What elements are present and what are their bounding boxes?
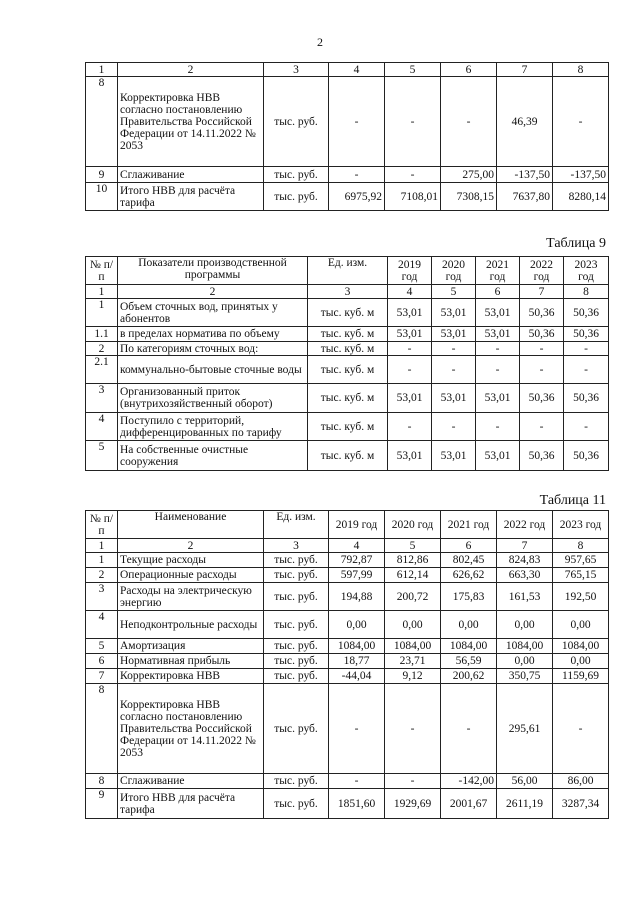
row-name: Итого НВВ для расчёта тарифа	[118, 789, 264, 819]
row-value: -	[385, 167, 441, 183]
table-row	[86, 684, 609, 774]
table-9-caption: Таблица 9	[546, 236, 606, 251]
row-value: 0,00	[553, 654, 609, 669]
row-value: -	[476, 342, 520, 356]
row-value: -	[388, 413, 432, 441]
row-unit: тыс. руб.	[264, 167, 329, 183]
index-cell: 6	[441, 63, 497, 77]
row-value: 663,30	[497, 568, 553, 583]
row-value: 812,86	[385, 553, 441, 568]
row-value: 0,00	[385, 611, 441, 639]
row-value: 53,01	[476, 327, 520, 342]
row-value: -	[476, 356, 520, 384]
row-unit: тыс. руб.	[264, 654, 329, 669]
header-unit: Ед. изм.	[308, 257, 388, 285]
table-11-index-row	[86, 539, 609, 553]
row-value: -	[329, 684, 385, 774]
row-value: 0,00	[553, 611, 609, 639]
row-value: 50,36	[520, 327, 564, 342]
row-value: 200,72	[385, 583, 441, 611]
row-value: 7637,80	[497, 183, 553, 211]
index-cell: 7	[497, 63, 553, 77]
row-name: Поступило с территорий, дифференцированных по тарифу	[118, 413, 308, 441]
row-number: 9	[86, 789, 118, 819]
row-value: 1084,00	[385, 639, 441, 654]
header-year: 2023 год	[564, 257, 609, 285]
table-row	[86, 611, 609, 639]
row-unit: тыс. руб.	[264, 611, 329, 639]
header-year: 2022 год	[497, 511, 553, 539]
row-value: 53,01	[432, 327, 476, 342]
row-unit: тыс. куб. м	[308, 384, 388, 413]
index-cell: 4	[388, 285, 432, 299]
row-value: 1851,60	[329, 789, 385, 819]
row-number: 1	[86, 553, 118, 568]
row-number: 5	[86, 441, 118, 471]
header-name: Показатели производственной программы	[118, 257, 308, 285]
row-value: 50,36	[564, 327, 609, 342]
row-number: 2.1	[86, 356, 118, 384]
row-value: 0,00	[329, 611, 385, 639]
row-value: -	[388, 342, 432, 356]
header-year: 2020 год	[432, 257, 476, 285]
row-value: 192,50	[553, 583, 609, 611]
row-unit: тыс. руб.	[264, 553, 329, 568]
row-name: Организованный приток (внутрихозяйственный оборот)	[118, 384, 308, 413]
row-value: 792,87	[329, 553, 385, 568]
row-value: 2611,19	[497, 789, 553, 819]
row-value: 9,12	[385, 669, 441, 684]
row-value: 53,01	[388, 327, 432, 342]
row-value: -	[329, 774, 385, 789]
row-value: 597,99	[329, 568, 385, 583]
row-name: Нормативная прибыль	[118, 654, 264, 669]
index-cell: 4	[329, 63, 385, 77]
row-number: 6	[86, 654, 118, 669]
row-value: 23,71	[385, 654, 441, 669]
row-unit: тыс. руб.	[264, 774, 329, 789]
index-cell: 2	[118, 63, 264, 77]
index-cell: 7	[520, 285, 564, 299]
header-unit: Ед. изм.	[264, 511, 329, 539]
header-year: 2021 год	[441, 511, 497, 539]
row-value: 161,53	[497, 583, 553, 611]
table-row	[86, 774, 609, 789]
index-cell: 8	[564, 285, 609, 299]
row-value: -	[553, 684, 609, 774]
row-value: 1084,00	[497, 639, 553, 654]
row-value: 53,01	[476, 384, 520, 413]
table-continuation	[85, 62, 609, 211]
header-year: 2022 год	[520, 257, 564, 285]
row-value: 50,36	[520, 441, 564, 471]
row-value: 56,00	[497, 774, 553, 789]
header-num: № п/п	[86, 257, 118, 285]
row-number: 10	[86, 183, 118, 211]
row-value: -	[441, 77, 497, 167]
row-number: 4	[86, 611, 118, 639]
table-row	[86, 299, 609, 327]
row-value: 194,88	[329, 583, 385, 611]
row-number: 8	[86, 77, 118, 167]
index-cell: 8	[553, 539, 609, 553]
row-value: 50,36	[520, 384, 564, 413]
row-value: 295,61	[497, 684, 553, 774]
table-row	[86, 77, 609, 167]
row-unit: тыс. руб.	[264, 583, 329, 611]
table-row	[86, 384, 609, 413]
row-value: 46,39	[497, 77, 553, 167]
row-value: -	[564, 342, 609, 356]
row-number: 8	[86, 684, 118, 774]
index-cell: 5	[432, 285, 476, 299]
table-row	[86, 413, 609, 441]
row-value: 175,83	[441, 583, 497, 611]
row-name: коммунально-бытовые сточные воды	[118, 356, 308, 384]
row-value: 824,83	[497, 553, 553, 568]
row-value: 86,00	[553, 774, 609, 789]
row-value: -	[329, 167, 385, 183]
index-cell: 1	[86, 63, 118, 77]
index-cell: 2	[118, 285, 308, 299]
row-number: 3	[86, 384, 118, 413]
row-number: 3	[86, 583, 118, 611]
row-value: -	[385, 77, 441, 167]
row-unit: тыс. куб. м	[308, 327, 388, 342]
row-value: -142,00	[441, 774, 497, 789]
row-name: Операционные расходы	[118, 568, 264, 583]
index-cell: 7	[497, 539, 553, 553]
row-value: -44,04	[329, 669, 385, 684]
row-value: 53,01	[388, 441, 432, 471]
row-value: 53,01	[432, 441, 476, 471]
row-value: 1084,00	[441, 639, 497, 654]
table-row	[86, 669, 609, 684]
row-value: -137,50	[497, 167, 553, 183]
header-name: Наименование	[118, 511, 264, 539]
index-cell: 3	[264, 539, 329, 553]
row-number: 9	[86, 167, 118, 183]
row-unit: тыс. руб.	[264, 789, 329, 819]
table-row	[86, 568, 609, 583]
header-year: 2021 год	[476, 257, 520, 285]
row-unit: тыс. куб. м	[308, 413, 388, 441]
row-name: Неподконтрольные расходы	[118, 611, 264, 639]
row-number: 1	[86, 299, 118, 327]
row-value: 53,01	[388, 384, 432, 413]
row-unit: тыс. куб. м	[308, 299, 388, 327]
row-unit: тыс. руб.	[264, 183, 329, 211]
row-value: 1084,00	[329, 639, 385, 654]
row-value: 7308,15	[441, 183, 497, 211]
row-value: 0,00	[497, 654, 553, 669]
table-9	[85, 256, 609, 471]
row-unit: тыс. куб. м	[308, 356, 388, 384]
row-value: -	[520, 356, 564, 384]
row-value: -	[564, 413, 609, 441]
row-value: 8280,14	[553, 183, 609, 211]
row-value: 612,14	[385, 568, 441, 583]
row-number: 4	[86, 413, 118, 441]
row-value: 50,36	[564, 441, 609, 471]
index-cell: 3	[264, 63, 329, 77]
row-value: 53,01	[476, 441, 520, 471]
index-cell: 3	[308, 285, 388, 299]
row-unit: тыс. руб.	[264, 669, 329, 684]
row-value: 53,01	[432, 299, 476, 327]
table-row	[86, 789, 609, 819]
table-row	[86, 342, 609, 356]
row-value: 1159,69	[553, 669, 609, 684]
row-value: 765,15	[553, 568, 609, 583]
row-unit: тыс. руб.	[264, 568, 329, 583]
row-value: 0,00	[441, 611, 497, 639]
row-value: 7108,01	[385, 183, 441, 211]
row-value: -	[520, 413, 564, 441]
row-name: Корректировка НВВ согласно постановлению Правительства Российской Федерации от 14.11.2022 № 2053	[118, 684, 264, 774]
row-name: Амортизация	[118, 639, 264, 654]
row-value: 50,36	[564, 384, 609, 413]
row-name: Текущие расходы	[118, 553, 264, 568]
index-cell: 1	[86, 539, 118, 553]
row-value: 275,00	[441, 167, 497, 183]
row-name: Итого НВВ для расчёта тарифа	[118, 183, 264, 211]
row-unit: тыс. руб.	[264, 77, 329, 167]
row-value: 50,36	[520, 299, 564, 327]
row-unit: тыс. куб. м	[308, 342, 388, 356]
row-value: 1084,00	[553, 639, 609, 654]
row-value: 0,00	[497, 611, 553, 639]
table-11-caption: Таблица 11	[539, 493, 606, 508]
row-value: -	[432, 413, 476, 441]
row-number: 1.1	[86, 327, 118, 342]
row-value: 200,62	[441, 669, 497, 684]
row-value: 1929,69	[385, 789, 441, 819]
table-row	[86, 654, 609, 669]
table-row	[86, 639, 609, 654]
row-unit: тыс. куб. м	[308, 441, 388, 471]
row-value: -	[329, 77, 385, 167]
row-name: в пределах норматива по объему	[118, 327, 308, 342]
header-num: № п/п	[86, 511, 118, 539]
row-name: Расходы на электрическую энергию	[118, 583, 264, 611]
row-value: -	[432, 342, 476, 356]
header-year: 2023 год	[553, 511, 609, 539]
row-value: -	[564, 356, 609, 384]
table-row	[86, 183, 609, 211]
row-name: Объем сточных вод, принятых у абонентов	[118, 299, 308, 327]
row-unit: тыс. руб.	[264, 684, 329, 774]
row-value: -	[441, 684, 497, 774]
header-year: 2020 год	[385, 511, 441, 539]
table-11	[85, 510, 609, 819]
row-name: На собственные очистные сооружения	[118, 441, 308, 471]
row-value: 53,01	[476, 299, 520, 327]
row-name: Корректировка НВВ	[118, 669, 264, 684]
table-row	[86, 356, 609, 384]
row-name: Сглаживание	[118, 167, 264, 183]
index-cell: 8	[553, 63, 609, 77]
header-year: 2019 год	[388, 257, 432, 285]
table-row	[86, 583, 609, 611]
index-cell: 6	[441, 539, 497, 553]
row-value: -	[388, 356, 432, 384]
row-value: -	[385, 774, 441, 789]
row-number: 2	[86, 342, 118, 356]
table-row	[86, 327, 609, 342]
index-cell: 4	[329, 539, 385, 553]
row-number: 8	[86, 774, 118, 789]
table-a-index-row	[86, 63, 609, 77]
row-number: 5	[86, 639, 118, 654]
row-value: -	[553, 77, 609, 167]
table-row	[86, 553, 609, 568]
page-number: 2	[317, 35, 323, 49]
table-row	[86, 441, 609, 471]
table-11-header-row	[86, 511, 609, 539]
header-year: 2019 год	[329, 511, 385, 539]
row-value: 802,45	[441, 553, 497, 568]
index-cell: 5	[385, 63, 441, 77]
row-name: Корректировка НВВ согласно постановлению Правительства Российской Федерации от 14.11.2022 № 2053	[118, 77, 264, 167]
table-9-index-row	[86, 285, 609, 299]
index-cell: 6	[476, 285, 520, 299]
row-value: 53,01	[432, 384, 476, 413]
row-number: 7	[86, 669, 118, 684]
row-value: -	[520, 342, 564, 356]
row-value: 50,36	[564, 299, 609, 327]
row-value: 350,75	[497, 669, 553, 684]
row-value: 53,01	[388, 299, 432, 327]
row-unit: тыс. руб.	[264, 639, 329, 654]
row-value: 6975,92	[329, 183, 385, 211]
row-value: -	[476, 413, 520, 441]
index-cell: 5	[385, 539, 441, 553]
row-number: 2	[86, 568, 118, 583]
table-row	[86, 167, 609, 183]
row-value: 56,59	[441, 654, 497, 669]
index-cell: 1	[86, 285, 118, 299]
row-value: -	[385, 684, 441, 774]
row-name: По категориям сточных вод:	[118, 342, 308, 356]
row-value: -	[432, 356, 476, 384]
index-cell: 2	[118, 539, 264, 553]
row-value: 18,77	[329, 654, 385, 669]
row-value: 957,65	[553, 553, 609, 568]
row-value: 2001,67	[441, 789, 497, 819]
row-value: 3287,34	[553, 789, 609, 819]
table-9-header-row	[86, 257, 609, 285]
row-name: Сглаживание	[118, 774, 264, 789]
row-value: 626,62	[441, 568, 497, 583]
row-value: -137,50	[553, 167, 609, 183]
